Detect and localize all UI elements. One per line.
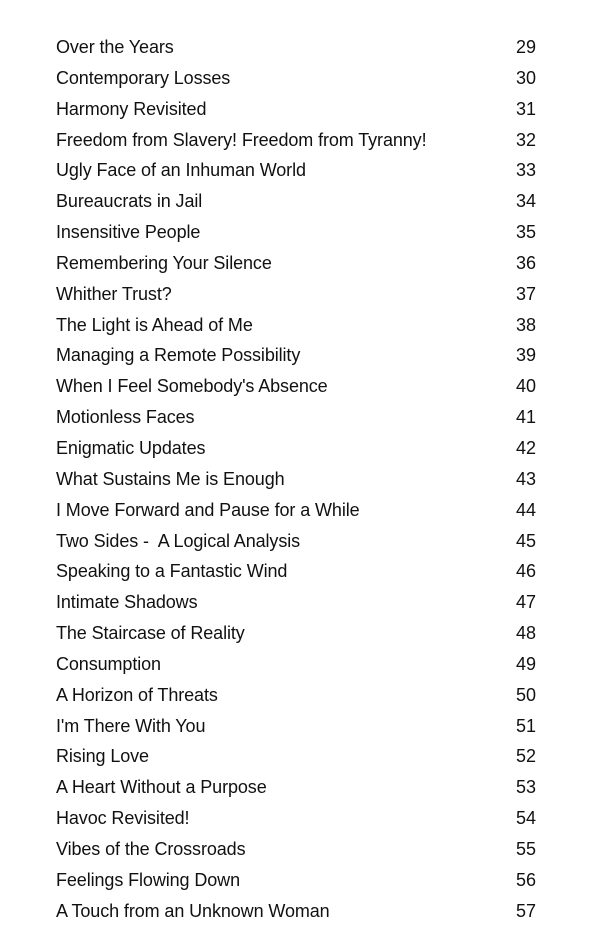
- toc-entry[interactable]: [56, 65, 536, 96]
- toc-entry-page: 36: [515, 252, 536, 273]
- toc-entry-page: 34: [515, 191, 536, 212]
- toc-entry[interactable]: [56, 250, 536, 281]
- toc-entry-title: When I Feel Somebody's Absence: [56, 376, 328, 397]
- toc-entry-page: 47: [515, 592, 536, 613]
- toc-entry-page: 44: [515, 499, 536, 520]
- toc-entry-page: 57: [515, 900, 536, 921]
- toc-entry-title: Remembering Your Silence: [56, 252, 272, 273]
- toc-entry-title: Two Sides - A Logical Analysis: [56, 530, 301, 551]
- toc-entry-title: A Touch from an Unknown Woman: [56, 900, 330, 921]
- toc-entry-title: Freedom from Slavery! Freedom from Tyranny!: [56, 129, 427, 150]
- toc-entry[interactable]: [56, 836, 536, 867]
- toc-entry-title: Speaking to a Fantastic Wind: [56, 561, 288, 582]
- toc-entry-title: Motionless Faces: [56, 407, 195, 428]
- toc-entry-title: Harmony Revisited: [56, 98, 207, 119]
- toc-entry-page: 43: [515, 468, 536, 489]
- toc-entry[interactable]: [56, 312, 536, 343]
- toc-entry-page: 49: [515, 653, 536, 674]
- toc-entry-page: 42: [515, 437, 536, 458]
- toc-entry-title: I Move Forward and Pause for a While: [56, 499, 360, 520]
- toc-entry[interactable]: [56, 805, 536, 836]
- toc-entry-page: 53: [515, 777, 536, 798]
- toc-entry[interactable]: [56, 528, 536, 559]
- table-of-contents: [56, 34, 536, 928]
- toc-entry-page: 35: [515, 222, 536, 243]
- toc-entry-page: 40: [515, 376, 536, 397]
- toc-entry-title: Rising Love: [56, 746, 149, 767]
- toc-entry[interactable]: [56, 219, 536, 250]
- toc-entry-page: 32: [515, 129, 536, 150]
- toc-entry-title: Contemporary Losses: [56, 67, 231, 88]
- toc-entry[interactable]: [56, 774, 536, 805]
- toc-entry-title: Managing a Remote Possibility: [56, 345, 301, 366]
- toc-entry-page: 30: [515, 67, 536, 88]
- toc-entry[interactable]: [56, 373, 536, 404]
- toc-entry[interactable]: [56, 713, 536, 744]
- toc-entry[interactable]: [56, 867, 536, 898]
- toc-entry-title: A Heart Without a Purpose: [56, 777, 267, 798]
- toc-entry-page: 50: [515, 684, 536, 705]
- toc-entry-page: 56: [515, 869, 536, 890]
- toc-entry-title: Bureaucrats in Jail: [56, 191, 203, 212]
- toc-entry[interactable]: [56, 898, 536, 929]
- toc-entry[interactable]: [56, 96, 536, 127]
- toc-entry-page: 39: [515, 345, 536, 366]
- toc-entry-title: Ugly Face of an Inhuman World: [56, 160, 306, 181]
- toc-entry[interactable]: [56, 651, 536, 682]
- toc-entry-title: Intimate Shadows: [56, 592, 198, 613]
- toc-entry-title: Havoc Revisited!: [56, 808, 190, 829]
- toc-entry-title: Consumption: [56, 653, 161, 674]
- toc-entry[interactable]: [56, 281, 536, 312]
- toc-entry[interactable]: [56, 342, 536, 373]
- toc-entry-page: 41: [515, 407, 536, 428]
- toc-entry-title: The Light is Ahead of Me: [56, 314, 253, 335]
- toc-entry-title: Whither Trust?: [56, 283, 172, 304]
- toc-entry[interactable]: [56, 620, 536, 651]
- toc-entry[interactable]: [56, 466, 536, 497]
- toc-entry-title: A Horizon of Threats: [56, 684, 218, 705]
- toc-entry[interactable]: [56, 682, 536, 713]
- toc-entry-page: 48: [515, 623, 536, 644]
- toc-entry-page: 51: [515, 715, 536, 736]
- toc-entry-title: Feelings Flowing Down: [56, 869, 240, 890]
- toc-entry-title: Enigmatic Updates: [56, 437, 206, 458]
- toc-entry-page: 52: [515, 746, 536, 767]
- toc-entry[interactable]: [56, 589, 536, 620]
- toc-entry-title: Over the Years: [56, 37, 174, 57]
- toc-entry-page: 45: [515, 530, 536, 551]
- toc-entry-page: 55: [515, 838, 536, 859]
- toc-entry[interactable]: [56, 188, 536, 219]
- toc-entry[interactable]: [56, 743, 536, 774]
- toc-entry-page: 38: [515, 314, 536, 335]
- toc-entry[interactable]: [56, 558, 536, 589]
- toc-entry[interactable]: [56, 497, 536, 528]
- toc-entry-page: 46: [515, 561, 536, 582]
- toc-entry-title: What Sustains Me is Enough: [56, 468, 285, 489]
- toc-entry-page: 54: [515, 808, 536, 829]
- toc-entry-page: 29: [515, 37, 536, 57]
- toc-entry-title: The Staircase of Reality: [56, 623, 245, 644]
- toc-entry-title: Vibes of the Crossroads: [56, 838, 246, 859]
- toc-entry[interactable]: [56, 157, 536, 188]
- toc-entry-page: 37: [515, 283, 536, 304]
- toc-entry[interactable]: [56, 404, 536, 435]
- toc-entry-title: Insensitive People: [56, 222, 201, 243]
- toc-entry[interactable]: [56, 435, 536, 466]
- toc-entry[interactable]: [56, 34, 536, 65]
- toc-entry-page: 31: [515, 98, 536, 119]
- toc-entry-title: I'm There With You: [56, 715, 206, 736]
- toc-entry-page: 33: [515, 160, 536, 181]
- toc-entry[interactable]: [56, 127, 536, 158]
